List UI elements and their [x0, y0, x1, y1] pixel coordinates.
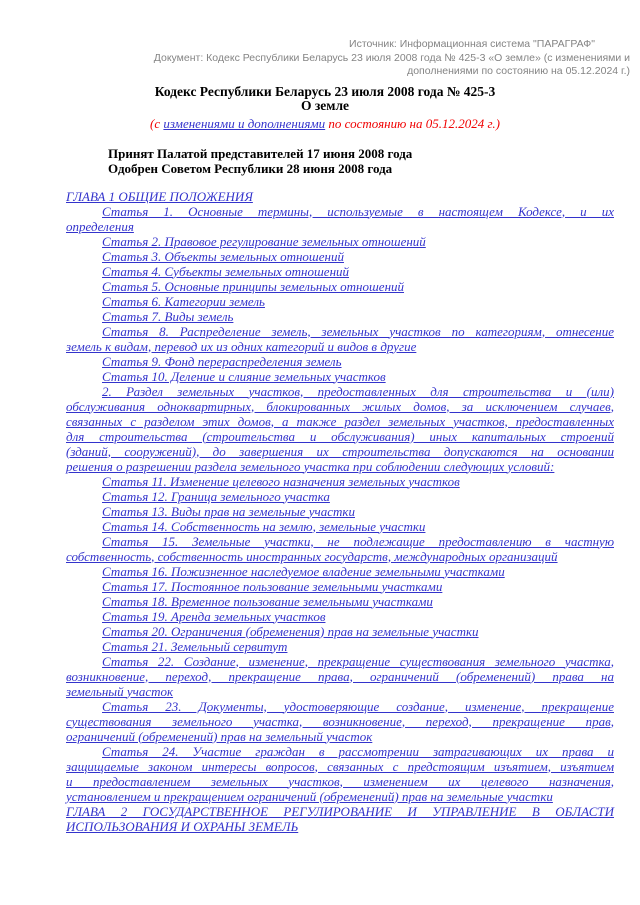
- table-of-contents: [66, 189, 614, 834]
- toc-line[interactable]: (зданий, сооружений), до завершения их строительства допускаются на основании: [66, 443, 614, 459]
- toc-line[interactable]: ГЛАВА 1 ОБЩИЕ ПОЛОЖЕНИЯ: [66, 188, 253, 204]
- toc-line[interactable]: Статья 7. Виды земель: [102, 308, 234, 324]
- toc-article-link[interactable]: [66, 489, 614, 504]
- toc-line[interactable]: Статья 20. Ограничения (обременения) прав на земельные участки: [102, 623, 479, 639]
- toc-article-link[interactable]: [66, 234, 614, 249]
- toc-line[interactable]: и предоставлением земельных участков, изменением их целевого назначения,: [66, 773, 614, 789]
- toc-article-link[interactable]: [66, 294, 614, 309]
- toc-article-link[interactable]: [66, 354, 614, 369]
- toc-article-link[interactable]: [66, 579, 614, 594]
- toc-line[interactable]: Статья 1. Основные термины, используемые в настоящем Кодексе, и их: [102, 203, 614, 219]
- toc-line[interactable]: Статья 3. Объекты земельных отношений: [102, 248, 344, 264]
- toc-line[interactable]: Статья 8. Распределение земель, земельных участков по категориям, отнесение: [102, 323, 614, 339]
- toc-line[interactable]: Статья 9. Фонд перераспределения земель: [102, 353, 342, 369]
- toc-line[interactable]: возникновение, переход, прекращение права, ограничений (обременений) права на: [66, 668, 614, 684]
- toc-line[interactable]: земель к видам, перевод их из одних категорий и видов в другие: [66, 338, 417, 354]
- toc-line[interactable]: Статья 18. Временное пользование земельными участками: [102, 593, 433, 609]
- toc-line[interactable]: Статья 6. Категории земель: [102, 293, 265, 309]
- revision-note-prefix: (с: [150, 115, 164, 131]
- toc-article-link[interactable]: [66, 264, 614, 279]
- revision-note: [66, 117, 584, 131]
- toc-chapter-link[interactable]: [66, 189, 614, 204]
- toc-line[interactable]: ограничений (обременений) прав на земельный участок: [66, 728, 373, 744]
- toc-line[interactable]: связанных с разделом этих домов, а также раздел земельных участков, предоставленных: [66, 413, 614, 429]
- toc-article-link[interactable]: [66, 279, 614, 294]
- toc-article-link[interactable]: [66, 249, 614, 264]
- page-title: Кодекс Республики Беларусь 23 июля 2008 года № 425-3: [154, 83, 496, 99]
- toc-line[interactable]: Статья 16. Пожизненное наследуемое владение земельными участками: [102, 563, 505, 579]
- toc-line[interactable]: для строительства (строительства и обслуживания) иных капитальных строений: [66, 428, 614, 444]
- toc-article-link[interactable]: [66, 369, 614, 384]
- source-header-line: Документ: Кодекс Республики Беларусь 23 июля 2008 года № 425-3 «О земле» (с изменениями и: [153, 51, 630, 64]
- toc-line[interactable]: ГЛАВА 2 ГОСУДАРСТВЕННОЕ РЕГУЛИРОВАНИЕ И УПРАВЛЕНИЕ В ОБЛАСТИ: [66, 803, 614, 819]
- toc-line[interactable]: Статья 11. Изменение целевого назначения земельных участков: [102, 473, 460, 489]
- toc-line[interactable]: Статья 19. Аренда земельных участков: [102, 608, 326, 624]
- toc-line[interactable]: Статья 15. Земельные участки, не подлежащие предоставлению в частную: [102, 533, 614, 549]
- toc-article-link[interactable]: [66, 519, 614, 534]
- toc-article-link[interactable]: [66, 624, 614, 639]
- toc-article-link[interactable]: [66, 639, 614, 654]
- toc-article-link[interactable]: [66, 744, 614, 804]
- toc-line[interactable]: Статья 4. Субъекты земельных отношений: [102, 263, 350, 279]
- toc-line[interactable]: Статья 23. Документы, удостоверяющие создание, изменение, прекращение: [102, 698, 614, 714]
- toc-line[interactable]: Статья 5. Основные принципы земельных отношений: [102, 278, 405, 294]
- toc-article-link[interactable]: [66, 699, 614, 744]
- toc-line[interactable]: обслуживания одноквартирных, блокированных жилых домов, за исключением случаев,: [66, 398, 614, 414]
- toc-article-link[interactable]: [66, 594, 614, 609]
- toc-article-link[interactable]: [66, 564, 614, 579]
- toc-line[interactable]: Статья 10. Деление и слияние земельных участков: [102, 368, 386, 384]
- toc-line[interactable]: существования земельного участка, возникновение, переход, прекращение прав,: [66, 713, 614, 729]
- toc-line[interactable]: определения: [66, 218, 134, 234]
- toc-line[interactable]: установлением и прекращением ограничений (обременений) прав на земельные участки: [66, 788, 553, 804]
- toc-article-link[interactable]: [66, 654, 614, 699]
- revision-note-suffix: по состоянию на 05.12.2024 г.): [325, 115, 500, 131]
- source-header-line: Источник: Информационная система "ПАРАГРАФ": [349, 38, 595, 50]
- source-header: [66, 38, 630, 79]
- toc-article-link[interactable]: [66, 474, 614, 489]
- toc-line[interactable]: земельный участок: [66, 683, 174, 699]
- toc-line[interactable]: Статья 13. Виды прав на земельные участки: [102, 503, 355, 519]
- toc-article-link[interactable]: [66, 324, 614, 354]
- toc-article-link[interactable]: [66, 309, 614, 324]
- toc-article-link[interactable]: [66, 504, 614, 519]
- source-header-line: дополнениями по состоянию на 05.12.2024 г.): [407, 65, 630, 77]
- adoption-block: [108, 146, 614, 176]
- toc-article-link[interactable]: [66, 534, 614, 564]
- toc-article-link[interactable]: [66, 204, 614, 234]
- toc-line[interactable]: Статья 21. Земельный сервитут: [102, 638, 288, 654]
- toc-line[interactable]: Статья 17. Постоянное пользование земельными участками: [102, 578, 443, 594]
- toc-line[interactable]: 2. Раздел земельных участков, предоставленных для строительства и (или): [102, 383, 614, 399]
- amendments-link[interactable]: изменениями и дополнениями: [163, 115, 326, 131]
- toc-line[interactable]: Статья 2. Правовое регулирование земельных отношений: [102, 233, 426, 249]
- toc-line[interactable]: собственность, собственность иностранных государств, международных организаций: [66, 548, 558, 564]
- toc-chapter-link[interactable]: [66, 804, 614, 834]
- toc-line[interactable]: Статья 22. Создание, изменение, прекращение существования земельного участка,: [102, 653, 614, 669]
- toc-article-link[interactable]: [66, 384, 614, 474]
- toc-line[interactable]: Статья 14. Собственность на землю, земельные участки: [102, 518, 426, 534]
- toc-line[interactable]: ИСПОЛЬЗОВАНИЯ И ОХРАНЫ ЗЕМЕЛЬ: [66, 818, 299, 834]
- toc-line[interactable]: Статья 24. Участие граждан в рассмотрении затрагивающих их права и: [102, 743, 614, 759]
- page-subtitle: О земле: [300, 97, 350, 113]
- toc-line[interactable]: Статья 12. Граница земельного участка: [102, 488, 330, 504]
- adopted-line: Принят Палатой представителей 17 июня 2008 года: [108, 145, 413, 161]
- toc-line[interactable]: защищаемые законом интересы вопросов, связанных с предстоящим изъятием, изъятием: [66, 758, 614, 774]
- approved-line: Одобрен Советом Республики 28 июня 2008 года: [108, 160, 393, 176]
- toc-article-link[interactable]: [66, 609, 614, 624]
- toc-line[interactable]: решения о разрешении раздела земельного участка при соблюдении следующих условий:: [66, 458, 555, 474]
